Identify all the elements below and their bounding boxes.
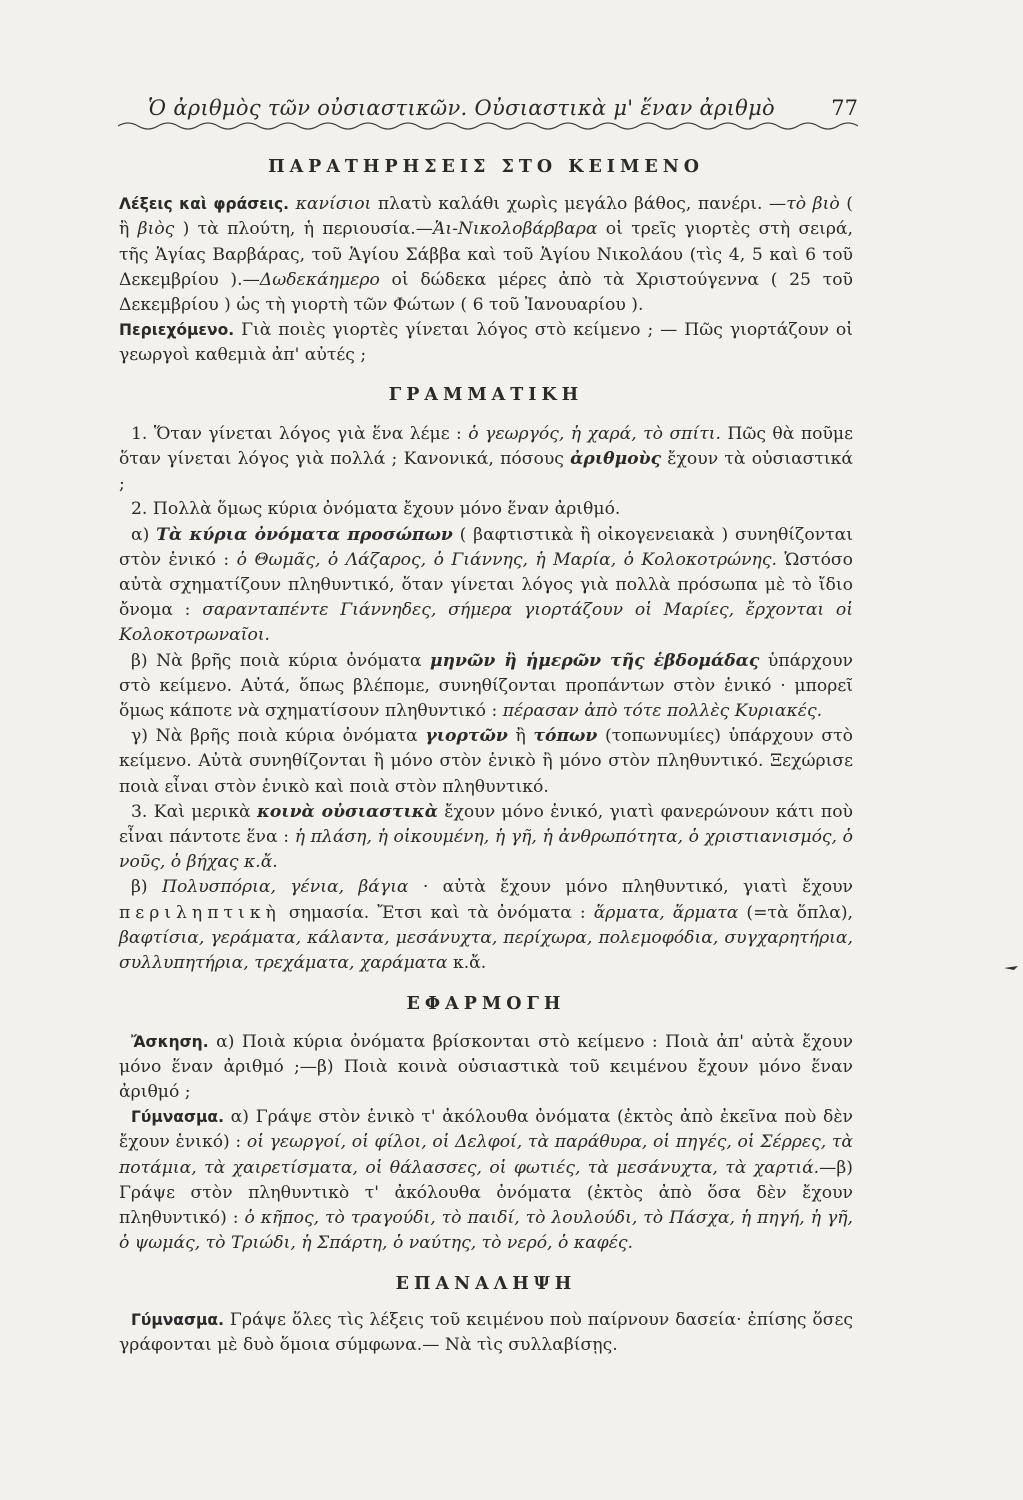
grammar-paragraph-3: α) Τὰ κύρια ὀνόματα προσώπων ( βαφτιστικὰ ἢ οἰκογενειακὰ ) συνηθίζονται στὸν ἑνικό : ὁ Θωμᾶς, ὁ Λάζαρος, ὁ Γιάννης, ἡ Μαρία, ὁ Κολοκοτρώνης. Ὡστόσο αὐτὰ σχηματίζουν πληθυντικό, ὅταν γίνεται λόγος γιὰ πολλὰ πρόσωπα μὲ τὸ ἴδιο ὄνομα : σαρανταπέντε Γιάννηδες, σήμερα γιορτάζουν οἱ Μαρίες, ἔρχονται οἱ Κολοκοτρωναῖοι. xyxy=(119,524,854,646)
grammar-paragraph-6: 3. Καὶ μερικὰ κοινὰ οὐσιαστικὰ ἔχουν μόνο ἑνικό, γιατὶ φανερώνουν κάτι ποὺ εἶναι πάντοτε ἕνα : ἡ πλάση, ἡ οἰκουμένη, ἡ γῆ, ἡ ἀνθρωπότητα, ὁ χριστιανισμός, ὁ νοῦς, ὁ βήχας κ.ἄ. xyxy=(119,801,853,873)
exercise-paragraph: Ἄσκηση. α) Ποιὰ κύρια ὀνόματα βρίσκονται στὸ κείμενο : Ποιὰ ἀπ' αὐτὰ ἔχουν μόνο ἕναν ἀριθμό ;—β) Ποιὰ κοινὰ οὐσιαστικὰ τοῦ κειμένου ἔχουν μόνο ἕναν ἀριθμό ; xyxy=(119,1031,853,1102)
review-label: Γύμνασμα. xyxy=(131,1310,224,1329)
grammar-paragraph-2: 2. Πολλὰ ὅμως κύρια ὀνόματα ἔχουν μόνο ἕναν ἀριθμό. xyxy=(131,499,621,520)
section-title-review: ΕΠΑΝΑΛΗΨΗ xyxy=(395,1274,577,1295)
grammar-paragraph-5: γ) Νὰ βρῆς ποιὰ κύρια ὀνόματα γιορτῶν ἢ τόπων (τοπωνυμίες) ὑπάρχουν στὸ κείμενο. Αὐτὰ συνηθίζονται ἢ μόνο στὸν ἑνικὸ ἢ μόνο στὸν πληθυντικό. Ξεχώρισε ποιὰ εἶναι στὸν ἑνικὸ καὶ ποιὰ στὸν πληθυντικό. xyxy=(119,726,853,797)
header-wavy-rule xyxy=(118,118,858,132)
review-paragraph: Γύμνασμα. Γράψε ὅλες τὶς λέξεις τοῦ κειμένου ποὺ παίρνουν δασεία· ἐπίσης ὅσες γράφονται μὲ δυὸ ὅμοια σύμφωνα.— Νὰ τὶς συλλαβίσῃς. xyxy=(119,1309,853,1355)
vocabulary-paragraph: Λέξεις καὶ φράσεις. κανίσιοι πλατὺ καλάθι χωρὶς μεγάλο βάθος, πανέρι. —τὸ βιὸ ( ἢ βιὸς ) τὰ πλούτη, ἡ περιουσία.—Ἁι-Νικολοβάρβαρα οἱ τρεῖς γιορτὲς στὴ σειρά, τῆς Ἁγίας Βαρβάρας, τοῦ Ἁγίου Σάββα καὶ τοῦ Ἁγίου Νικολάου (τὶς 4, 5 καὶ 6 τοῦ Δεκεμβρίου ).—Δωδεκάημερο οἱ δώδεκα μέρες ἀπὸ τὰ Χριστούγεννα ( 25 τοῦ Δεκεμβρίου ) ὡς τὴ γιορτὴ τῶν Φώτων ( 6 τοῦ Ἰανουαρίου ). xyxy=(119,194,854,316)
grammar-paragraph-7: β) Πολυσπόρια, γένια, βάγια · αὐτὰ ἔχουν μόνο πληθυντικό, γιατὶ ἔχουν περιληπτικὴ σημασία. Ἔτσι καὶ τὰ ὀνόματα : ἅρματα, ἅρματα (=τὰ ὅπλα), βαφτίσια, γεράματα, κάλαντα, μεσάνυχτα, περίχωρα, πολεμοφόδια, συγχαρητήρια, συλλυπητήρια, τρεχάματα, χαράματα κ.ἄ. xyxy=(119,877,854,974)
drill-paragraph: Γύμνασμα. α) Γράψε στὸν ἑνικὸ τ' ἀκόλουθα ὀνόματα (ἐκτὸς ἀπὸ ἐκεῖνα ποὺ δὲν ἔχουν ἑνικό) : οἱ γεωργοί, οἱ φίλοι, οἱ Δελφοί, τὰ παράθυρα, οἱ πηγές, οἱ Σέρρες, τὰ ποτάμια, τὰ χαιρετίσματα, οἱ θάλασσες, οἱ φωτιές, τὰ μεσάνυχτα, τὰ χαρτιά.—β) Γράψε στὸν πληθυντικὸ τ' ἀκόλουθα ὀνόματα (ἐκτὸς ἀπὸ ὅσα δὲν ἔχουν πληθυντικό) : ὁ κῆπος, τὸ τραγούδι, τὸ παιδί, τὸ λουλούδι, τὸ Πάσχα, ἡ πηγή, ἡ γῆ, ὁ ψωμάς, τὸ Τριώδι, ἡ Σπάρτη, ὁ ναύτης, τὸ νερό, ὁ καφές. xyxy=(119,1107,854,1254)
page-content xyxy=(119,150,853,1358)
running-title: Ὁ ἀριθμὸς τῶν οὐσιαστικῶν. Οὐσιαστικὰ μ' ἕναν ἀριθμὸ xyxy=(148,96,775,120)
section-title-observations: ΠΑΡΑΤΗΡΗΣΕΙΣ ΣΤΟ ΚΕΙΜΕΝΟ xyxy=(268,157,704,177)
content-label: Περιεχόμενο. xyxy=(119,321,235,340)
exercise-label: Ἄσκηση. xyxy=(131,1032,209,1051)
grammar-paragraph-1: 1. Ὅταν γίνεται λόγος γιὰ ἕνα λέμε : ὁ γεωργός, ἡ χαρά, τὸ σπίτι. Πῶς θὰ ποῦμε ὅταν γίνεται λόγος γιὰ πολλά ; Κανονικά, πόσους ἀριθμοὺς ἔχουν τὰ οὐσιαστικά ; xyxy=(119,423,854,495)
page-number: 77 xyxy=(831,96,858,120)
section-title-application: ΕΦΑΡΜΟΓΗ xyxy=(406,994,566,1015)
section-title-grammar: ΓΡΑΜΜΑΤΙΚΗ xyxy=(388,384,584,405)
drill-label: Γύμνασμα. xyxy=(131,1108,224,1127)
grammar-paragraph-4: β) Νὰ βρῆς ποιὰ κύρια ὀνόματα μηνῶν ἢ ἡμερῶν τῆς ἑβδομάδας ὑπάρχουν στὸ κείμενο. Αὐτά, ὅπως βλέπομε, συνηθίζονται προπάντων στὸν ἑνικό · μπορεῖ ὅμως κάποτε νὰ σχηματίσουν πληθυντικό : πέρασαν ἀπὸ τότε πολλὲς Κυριακές. xyxy=(119,650,853,722)
vocabulary-label: Λέξεις καὶ φράσεις. xyxy=(119,195,290,214)
content-questions-paragraph: Περιεχόμενο. Γιὰ ποιὲς γιορτὲς γίνεται λόγος στὸ κείμενο ; — Πῶς γιορτάζουν οἱ γεωργοὶ καθεμιὰ ἀπ' αὐτές ; xyxy=(119,320,853,366)
ink-speck xyxy=(1004,965,1018,971)
